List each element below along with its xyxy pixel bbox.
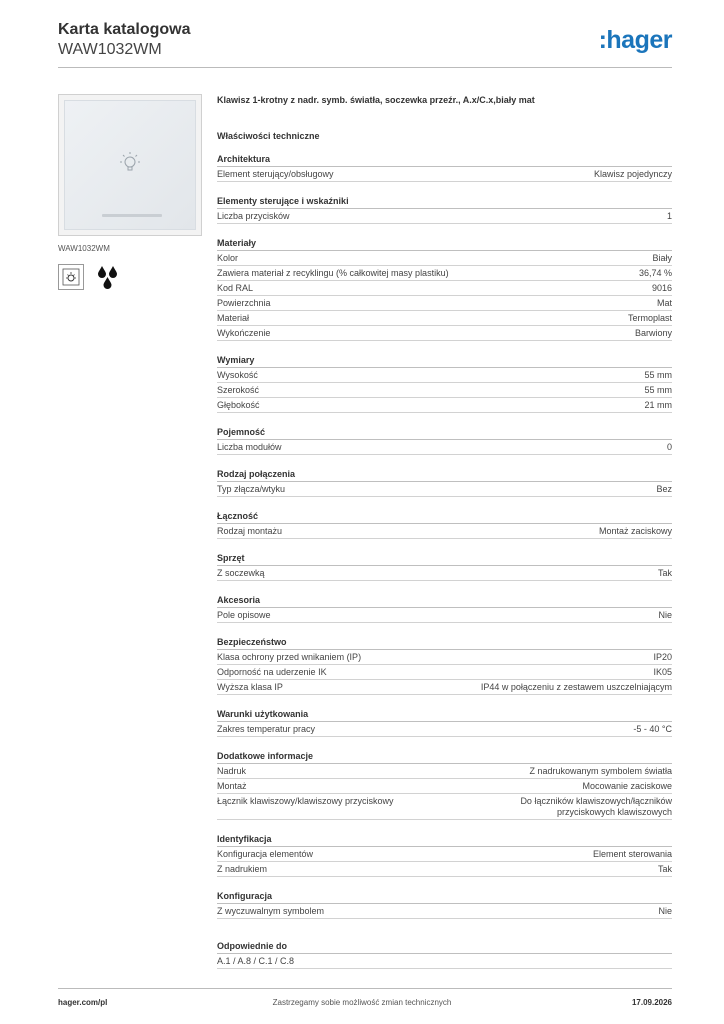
spec-key: Kod RAL (217, 283, 254, 293)
website-link[interactable]: hager.com/pl (58, 998, 108, 1007)
spec-section (217, 238, 672, 341)
spec-section (217, 355, 672, 413)
section-title: Konfiguracja (217, 891, 672, 904)
spec-value: Montaż zaciskowy (598, 526, 672, 536)
spec-value: Z nadrukowanym symbolem światła (529, 766, 672, 776)
spec-value: 55 mm (644, 385, 672, 395)
spec-value: Barwiony (634, 328, 672, 338)
spec-row (217, 440, 672, 455)
section-title: Dodatkowe informacje (217, 751, 672, 764)
spec-row (217, 209, 672, 224)
spec-key: Odporność na uderzenie IK (217, 667, 327, 677)
spec-key: Łącznik klawiszowy/klawiszowy przyciskowy (217, 796, 394, 806)
switch-cover (64, 100, 196, 230)
spec-value: Mocowanie zaciskowe (582, 781, 672, 791)
header-divider (58, 67, 672, 68)
section-title: Bezpieczeństwo (217, 637, 672, 650)
spec-value: Element sterowania (592, 849, 672, 859)
spec-value: -5 - 40 °C (633, 724, 672, 734)
section-title: Odpowiednie do (217, 941, 672, 954)
spec-row (217, 368, 672, 383)
section-title: Akcesoria (217, 595, 672, 608)
document-date: 17.09.2026 (631, 998, 672, 1007)
spec-value: Nie (658, 906, 672, 916)
spec-row (217, 311, 672, 326)
spec-row (217, 954, 672, 969)
spec-value: Tak (657, 568, 672, 578)
section-title: Warunki użytkowania (217, 709, 672, 722)
spec-row (217, 904, 672, 919)
spec-value: Klawisz pojedynczy (593, 169, 672, 179)
spec-value: IP20 (653, 652, 672, 662)
spec-row (217, 251, 672, 266)
spec-value: IP44 w połączeniu z zestawem uszczelniającym (480, 682, 672, 692)
spec-key: Konfiguracja elementów (217, 849, 314, 859)
section-title: Architektura (217, 154, 672, 167)
spec-section (217, 891, 672, 919)
spec-content (217, 94, 672, 969)
water-drops-icon (96, 264, 120, 288)
section-title: Materiały (217, 238, 672, 251)
spec-key: Z soczewką (217, 568, 265, 578)
spec-row (217, 566, 672, 581)
spec-section (217, 427, 672, 455)
product-description: Klawisz 1-krotny z nadr. symb. światła, soczewka przeźr., A.x/C.x,biały mat (217, 95, 535, 105)
spec-key: Liczba modułów (217, 442, 282, 452)
product-image (58, 94, 202, 236)
spec-section (217, 751, 672, 820)
spec-key: Głębokość (217, 400, 260, 410)
spec-row (217, 847, 672, 862)
spec-key: Zakres temperatur pracy (217, 724, 316, 734)
image-caption: WAW1032WM (58, 244, 110, 253)
spec-key: Wysokość (217, 370, 258, 380)
spec-value: IK05 (653, 667, 672, 677)
spec-section (217, 595, 672, 623)
section-title: Identyfikacja (217, 834, 672, 847)
light-bulb-icon (117, 151, 143, 179)
spec-section (217, 637, 672, 695)
spec-value: Do łączników klawiszowych/łączników przyciskowych klawiszowych (520, 796, 672, 817)
spec-row (217, 862, 672, 877)
spec-row (217, 608, 672, 623)
spec-key: Typ złącza/wtyku (217, 484, 286, 494)
spec-value: 0 (666, 442, 672, 452)
spec-row (217, 524, 672, 539)
spec-key: Szerokość (217, 385, 260, 395)
spec-row (217, 326, 672, 341)
section-title: Sprzęt (217, 553, 672, 566)
spec-section (217, 511, 672, 539)
product-code-heading: WAW1032WM (58, 41, 162, 58)
spec-key: Wykończenie (217, 328, 271, 338)
spec-key: Liczba przycisków (217, 211, 290, 221)
spec-row (217, 398, 672, 413)
spec-row (217, 383, 672, 398)
logo-text: hager (606, 26, 672, 54)
spec-value: 36,74 % (638, 268, 672, 278)
document-title: Karta katalogowa (58, 21, 191, 38)
spec-row (217, 665, 672, 680)
spec-key: Materiał (217, 313, 250, 323)
spec-row (217, 650, 672, 665)
spec-row (217, 281, 672, 296)
hager-logo: :hager (598, 26, 672, 54)
spec-row (217, 296, 672, 311)
spec-key: Z nadrukiem (217, 864, 268, 874)
lighting-symbol-icon (58, 264, 84, 290)
spec-row (217, 722, 672, 737)
spec-row (217, 794, 672, 820)
spec-key: Montaż (217, 781, 247, 791)
spec-row (217, 779, 672, 794)
spec-row (217, 482, 672, 497)
spec-value: 1 (666, 211, 672, 221)
spec-key: A.1 / A.8 / C.1 / C.8 (217, 956, 295, 966)
disclaimer: Zastrzegamy sobie możliwość zmian technicznych (272, 998, 452, 1007)
spec-value: 21 mm (644, 400, 672, 410)
spec-row (217, 764, 672, 779)
section-title: Pojemność (217, 427, 672, 440)
spec-key: Powierzchnia (217, 298, 271, 308)
spec-value: Termoplast (627, 313, 672, 323)
spec-value: Biały (652, 253, 672, 263)
spec-key: Z wyczuwalnym symbolem (217, 906, 325, 916)
footer-divider (58, 988, 672, 989)
spec-row (217, 266, 672, 281)
technical-properties-heading: Właściwości techniczne (217, 131, 320, 141)
spec-key: Rodzaj montażu (217, 526, 283, 536)
spec-key: Nadruk (217, 766, 247, 776)
suitable-for-section (217, 941, 672, 969)
spec-value: Tak (657, 864, 672, 874)
spec-value: Bez (656, 484, 672, 494)
spec-key: Kolor (217, 253, 239, 263)
spec-section (217, 834, 672, 877)
section-title: Rodzaj połączenia (217, 469, 672, 482)
spec-key: Pole opisowe (217, 610, 271, 620)
spec-value: 55 mm (644, 370, 672, 380)
section-title: Elementy sterujące i wskaźniki (217, 196, 672, 209)
section-title: Łączność (217, 511, 672, 524)
spec-section (217, 196, 672, 224)
spec-row (217, 680, 672, 695)
document-header (58, 20, 190, 60)
spec-key: Wyższa klasa IP (217, 682, 283, 692)
spec-key: Klasa ochrony przed wnikaniem (IP) (217, 652, 362, 662)
spec-value: Mat (656, 298, 672, 308)
spec-section (217, 709, 672, 737)
spec-section (217, 154, 672, 182)
spec-key: Zawiera materiał z recyklingu (% całkowitej masy plastiku) (217, 268, 449, 278)
spec-section (217, 469, 672, 497)
section-title: Wymiary (217, 355, 672, 368)
spec-value: 9016 (651, 283, 672, 293)
spec-row (217, 167, 672, 182)
spec-value: Nie (658, 610, 672, 620)
spec-key: Element sterujący/obsługowy (217, 169, 334, 179)
spec-sections (217, 154, 672, 919)
spec-section (217, 553, 672, 581)
lens-slot (102, 214, 162, 217)
